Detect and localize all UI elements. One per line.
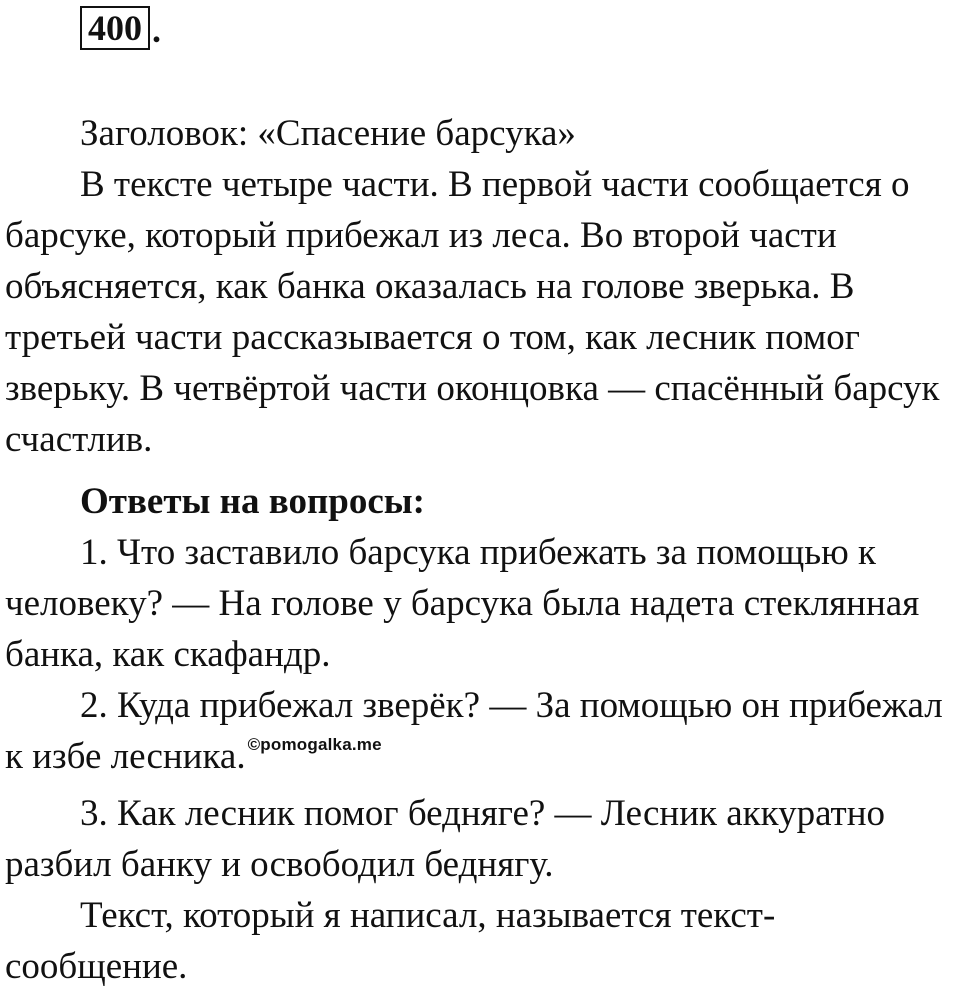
watermark: ©pomogalka.me (247, 735, 382, 754)
heading-line: Заголовок: «Спасение барсука» (80, 113, 576, 154)
conclusion: Текст, который я написал, называется текст-сообщение. (5, 895, 776, 987)
exercise-number-dot: . (152, 10, 161, 50)
answer-3: 3. Как лесник помог бедняге? — Лесник аккуратно разбил банку и освободил беднягу. (5, 793, 886, 885)
answer-1: 1. Что заставило барсука прибежать за помощью к человеку? — На голове у барсука была надета стеклянная банка, как скафандр. (5, 532, 920, 675)
answers-title: Ответы на вопросы: (80, 481, 425, 522)
exercise-number-box: 400 (80, 6, 150, 50)
summary-paragraph: В тексте четыре части. В первой части сообщается о барсуке, который прибежал из леса. Во второй части объясняется, как банка оказалась на голове зверька. В третьей части рассказывается о том, как лесник помог зверьку. В четвёртой части оконцовка — спасённый барсук счастлив. (5, 164, 940, 460)
answer-text (5, 108, 957, 992)
answer-2 (5, 680, 957, 788)
answer-2-text: 2. Куда прибежал зверёк? — За помощью он прибежал к избе лесника. (5, 685, 943, 777)
exercise-number (80, 4, 161, 50)
